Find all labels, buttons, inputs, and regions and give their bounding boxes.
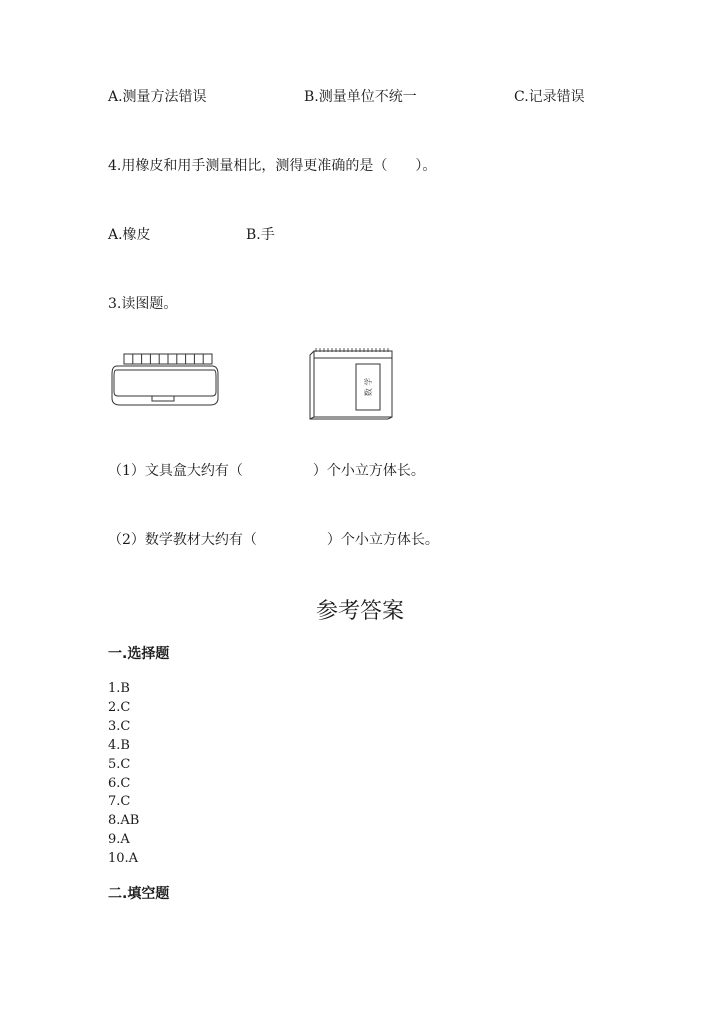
section2-heading: 二.填空题 [108, 886, 170, 902]
reading-question-2: （2）数学教材大约有（ ）个小立方体长。 [108, 532, 439, 548]
q4-option-a: A.橡皮 [108, 227, 151, 243]
answer-list [108, 680, 139, 869]
q4-option-b: B.手 [246, 227, 275, 243]
q4-stem: 4.用橡皮和用手测量相比，测得更准确的是（ ）。 [108, 158, 437, 174]
section1-heading: 一.选择题 [108, 646, 170, 662]
answer-item: 8.AB [108, 813, 140, 829]
answer-item: 2.C [108, 699, 131, 715]
q3-option-a: A.测量方法错误 [108, 89, 207, 105]
pencil-case-figure [108, 352, 222, 410]
reading-question-1: （1）文具盒大约有（ ）个小立方体长。 [108, 463, 425, 479]
q3-option-b: B.测量单位不统一 [304, 89, 417, 105]
book-cover-label: 数 学 [364, 377, 373, 397]
answer-item: 3.C [108, 718, 131, 734]
q3-option-c: C.记录错误 [514, 89, 585, 105]
answer-item: 1.B [108, 681, 130, 696]
math-textbook-figure [302, 346, 398, 422]
answer-item: 10.A [108, 851, 139, 867]
reading-section-heading: 3.读图题。 [108, 296, 178, 312]
answer-key-title: 参考答案 [315, 599, 404, 624]
answer-item: 4.B [108, 737, 130, 753]
answer-item: 9.A [108, 832, 130, 848]
answer-item: 5.C [108, 756, 131, 772]
answer-item: 7.C [108, 794, 131, 810]
answer-item: 6.C [108, 775, 131, 791]
